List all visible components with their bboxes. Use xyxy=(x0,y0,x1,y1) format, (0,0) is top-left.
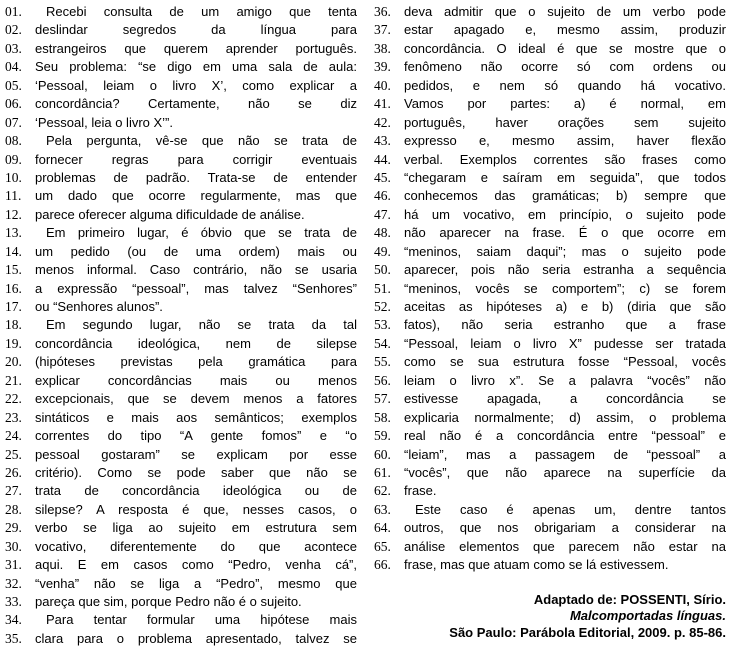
text-line xyxy=(5,132,357,150)
text-column-right xyxy=(374,3,726,648)
text-line xyxy=(5,224,357,242)
line-number: 17. xyxy=(5,299,22,314)
text-line xyxy=(5,280,357,298)
line-number: 11. xyxy=(5,188,22,204)
line-text: (hipóteses previstas pela gramática para xyxy=(35,354,357,370)
line-number: 40. xyxy=(374,77,391,93)
line-text: fatos), não seria estranho que a frase xyxy=(404,317,726,333)
text-line xyxy=(374,77,726,95)
line-text: concordância. O ideal é que se mostre que o xyxy=(404,40,726,56)
citation-publisher: São Paulo: Parábola Editorial, 2009. p. 85-86. xyxy=(449,624,726,640)
text-line xyxy=(5,243,357,261)
line-number: 60. xyxy=(374,446,391,462)
line-text: um dado que ocorre regularmente, mas que xyxy=(35,188,357,204)
line-text: Este caso é apenas um, dentre tantos xyxy=(415,501,726,517)
line-text: como se sua estrutura fosse “Pessoal, vocês xyxy=(404,354,726,370)
line-number: 62. xyxy=(374,483,391,499)
line-number: 21. xyxy=(5,372,22,388)
text-line xyxy=(5,446,357,464)
line-number: 51. xyxy=(374,280,391,296)
line-number: 27. xyxy=(5,483,22,499)
text-line xyxy=(5,390,357,408)
text-line xyxy=(374,298,726,316)
text-line xyxy=(5,630,357,648)
text-line xyxy=(5,501,357,519)
text-line xyxy=(374,187,726,205)
line-text: “meninos, saiam daqui”; mas o sujeito pode xyxy=(404,243,726,259)
text-line xyxy=(5,95,357,113)
line-number: 22. xyxy=(5,391,22,407)
line-number: 16. xyxy=(5,280,22,296)
line-number: 54. xyxy=(374,335,391,351)
line-number: 24. xyxy=(5,428,22,444)
line-number: 44. xyxy=(374,151,391,167)
text-line xyxy=(374,556,726,574)
text-line xyxy=(374,95,726,113)
text-line xyxy=(5,335,357,353)
text-line xyxy=(374,40,726,58)
line-number: 55. xyxy=(374,354,391,370)
text-line xyxy=(5,187,357,205)
text-line xyxy=(374,519,726,537)
line-text: Pela pergunta, vê-se que não se trata de xyxy=(46,133,357,149)
line-text: conhecemos das gramáticas; b) sempre que xyxy=(404,188,726,204)
line-number: 38. xyxy=(374,40,391,56)
text-line xyxy=(5,21,357,39)
text-line xyxy=(374,280,726,298)
text-line xyxy=(374,3,726,21)
line-text: trata de concordância ideológica ou de xyxy=(35,483,357,499)
line-number: 50. xyxy=(374,262,391,278)
line-text: ou “Senhores alunos”. xyxy=(35,299,163,314)
line-number: 08. xyxy=(5,133,22,149)
text-line xyxy=(374,464,726,482)
line-text: pedidos, e nem só quando há vocativo. xyxy=(404,77,726,93)
line-text: critério). Como se pode saber que não se xyxy=(35,464,357,480)
text-line xyxy=(5,427,357,445)
line-text: fornecer regras para corrigir eventuais xyxy=(35,151,357,167)
line-number: 13. xyxy=(5,225,22,241)
text-line xyxy=(374,538,726,556)
text-line xyxy=(5,519,357,537)
line-number: 35. xyxy=(5,630,22,646)
line-text: problemas de padrão. Trata-se de entender xyxy=(35,169,357,185)
line-text: correntes do tipo “A gente fomos” e “o xyxy=(35,428,357,444)
line-text: ‘Pessoal, leia o livro X’”. xyxy=(35,114,173,130)
line-text: Recebi consulta de um amigo que tenta xyxy=(46,4,357,19)
line-number: 66. xyxy=(374,557,391,573)
line-text: “Pessoal, leiam o livro X” pudesse ser tratada xyxy=(404,335,726,351)
line-text: sintáticos e mais aos semânticos; exemplos xyxy=(35,409,357,425)
line-number: 46. xyxy=(374,188,391,204)
line-number: 47. xyxy=(374,206,391,222)
text-line xyxy=(5,464,357,482)
line-number: 52. xyxy=(374,299,391,314)
line-text: clara para o problema apresentado, talvez se xyxy=(35,630,357,646)
text-line xyxy=(374,114,726,132)
line-number: 12. xyxy=(5,206,22,222)
line-number: 45. xyxy=(374,169,391,185)
line-text: fenômeno não ocorre só com ordens ou xyxy=(404,59,726,75)
line-text: menos informal. Caso contrário, não se usaria xyxy=(35,262,357,278)
line-text: “meninos, vocês se comportem”; c) se forem xyxy=(404,280,726,296)
text-line xyxy=(5,114,357,132)
text-line xyxy=(5,151,357,169)
line-text: frase. xyxy=(404,483,437,499)
line-number: 28. xyxy=(5,501,22,517)
line-number: 02. xyxy=(5,22,22,38)
text-line xyxy=(5,538,357,556)
line-text: Seu problema: “se digo em uma sala de aula: xyxy=(35,59,357,75)
text-line xyxy=(374,58,726,76)
line-text: explicaria normalmente; d) assim, o problema xyxy=(404,409,726,425)
line-number: 37. xyxy=(374,22,391,38)
text-line xyxy=(374,169,726,187)
line-number: 58. xyxy=(374,409,391,425)
line-number: 31. xyxy=(5,557,22,573)
line-number: 41. xyxy=(374,96,391,112)
line-number: 18. xyxy=(5,317,22,333)
line-number: 03. xyxy=(5,40,22,56)
line-text: expresso e, mesmo assim, haver flexão xyxy=(404,133,726,149)
line-number: 39. xyxy=(374,59,391,75)
text-line xyxy=(374,446,726,464)
line-number: 04. xyxy=(5,59,22,75)
line-text: frase, mas que atuam como se lá estivessem. xyxy=(404,557,669,573)
line-text: outros, que nos obrigariam a considerar na xyxy=(404,520,726,536)
line-number: 48. xyxy=(374,225,391,241)
line-number: 09. xyxy=(5,151,22,167)
text-line xyxy=(374,372,726,390)
line-number: 20. xyxy=(5,354,22,370)
line-text: concordância? Certamente, não se diz xyxy=(35,96,357,112)
text-line xyxy=(374,261,726,279)
text-line xyxy=(5,169,357,187)
text-line xyxy=(5,316,357,334)
text-line xyxy=(5,40,357,58)
line-text: estrangeiros que querem aprender português. xyxy=(35,40,357,56)
text-line xyxy=(5,482,357,500)
line-text: ‘Pessoal, leiam o livro X’, como explicar a xyxy=(35,77,357,93)
line-text: português, haver orações sem sujeito xyxy=(404,114,726,130)
line-text: silepse? A resposta é que, nesses casos, o xyxy=(35,501,357,517)
line-number: 57. xyxy=(374,391,391,407)
line-number: 10. xyxy=(5,169,22,185)
text-line xyxy=(374,206,726,224)
line-text: um pedido (ou de uma ordem) mais ou xyxy=(35,243,357,259)
line-text: explicar concordâncias mais ou menos xyxy=(35,372,357,388)
line-number: 15. xyxy=(5,262,22,278)
line-number: 53. xyxy=(374,317,391,333)
text-line xyxy=(374,335,726,353)
line-number: 33. xyxy=(5,594,22,609)
text-line xyxy=(374,501,726,519)
line-text: excepcionais, que se devem menos a fatores xyxy=(35,391,357,407)
line-text: aqui. E em casos como “Pedro, venha cá”, xyxy=(35,557,357,573)
line-text: deva admitir que o sujeito de um verbo pode xyxy=(404,4,726,19)
line-text: “venha” não se liga a “Pedro”, mesmo que xyxy=(35,575,357,591)
line-text: parece oferecer alguma dificuldade de análise. xyxy=(35,206,305,222)
line-number: 07. xyxy=(5,114,22,130)
line-text: “leiam”, mas a passagem de “pessoal” a xyxy=(404,446,726,462)
line-text: verbal. Exemplos correntes são frases como xyxy=(404,151,726,167)
text-line xyxy=(5,372,357,390)
line-number: 30. xyxy=(5,538,22,554)
line-text: deslindar segredos da língua para xyxy=(35,22,357,38)
text-line xyxy=(5,3,357,21)
line-text: Vamos por partes: a) é normal, em xyxy=(404,96,726,112)
line-text: a expressão “pessoal”, mas talvez “Senhores” xyxy=(35,280,357,296)
text-line xyxy=(5,298,357,316)
text-line xyxy=(374,224,726,242)
line-number: 23. xyxy=(5,409,22,425)
text-line xyxy=(5,611,357,629)
text-column-left xyxy=(5,3,357,648)
line-number: 29. xyxy=(5,520,22,536)
line-number: 56. xyxy=(374,372,391,388)
line-text: não aparecer na frase. É o que ocorre em xyxy=(404,225,726,241)
line-text: pessoal gostaram” se explicam por esse xyxy=(35,446,357,462)
text-line xyxy=(374,151,726,169)
citation-author: Adaptado de: POSSENTI, Sírio. xyxy=(533,591,726,607)
text-line xyxy=(5,58,357,76)
line-number: 63. xyxy=(374,501,391,517)
line-number: 59. xyxy=(374,428,391,444)
text-line xyxy=(374,409,726,427)
line-number: 43. xyxy=(374,133,391,149)
line-number: 64. xyxy=(374,520,391,536)
line-text: concordância ideológica, nem de silepse xyxy=(35,335,357,351)
line-number: 01. xyxy=(5,4,22,19)
line-text: Em primeiro lugar, é óbvio que se trata de xyxy=(46,225,357,241)
line-text: verbo se liga ao sujeito em estrutura sem xyxy=(35,520,357,536)
line-number: 34. xyxy=(5,612,22,628)
line-number: 42. xyxy=(374,114,391,130)
line-text: Em segundo lugar, não se trata da tal xyxy=(46,317,357,333)
text-line xyxy=(374,243,726,261)
text-line xyxy=(5,575,357,593)
line-text: há um vocativo, em princípio, o sujeito pode xyxy=(404,206,726,222)
text-line xyxy=(374,353,726,371)
line-number: 26. xyxy=(5,464,22,480)
line-text: estar apagado e, mesmo assim, produzir xyxy=(404,22,726,38)
text-line xyxy=(374,21,726,39)
line-number: 14. xyxy=(5,243,22,259)
line-number: 25. xyxy=(5,446,22,462)
text-line xyxy=(5,206,357,224)
line-text: estivesse apagada, a concordância se xyxy=(404,391,726,407)
line-number: 19. xyxy=(5,335,22,351)
citation-title: Malcomportadas línguas. xyxy=(569,608,726,624)
line-text: “vocês”, que não aparece na superfície da xyxy=(404,464,726,480)
text-line xyxy=(374,132,726,150)
text-line xyxy=(5,409,357,427)
text-line xyxy=(374,390,726,408)
text-line xyxy=(374,427,726,445)
line-number: 06. xyxy=(5,96,22,112)
line-text: análise elementos que parecem não estar na xyxy=(404,538,726,554)
line-number: 32. xyxy=(5,575,22,591)
line-text: aparecer, pois não seria estranha a sequência xyxy=(404,262,726,278)
text-line xyxy=(5,261,357,279)
line-text: real não é a concordância entre “pessoal” e xyxy=(404,428,726,444)
line-text: “chegaram e saíram em seguida”, que todos xyxy=(404,169,726,185)
text-line xyxy=(5,556,357,574)
line-text: Para tentar formular uma hipótese mais xyxy=(46,612,357,628)
line-number: 65. xyxy=(374,538,391,554)
line-text: vocativo, diferentemente do que acontece xyxy=(35,538,357,554)
text-line xyxy=(374,316,726,334)
line-text: leiam o livro x”. Se a palavra “vocês” não xyxy=(404,372,726,388)
source-citation xyxy=(374,592,726,642)
text-line xyxy=(5,353,357,371)
line-number: 36. xyxy=(374,4,391,19)
line-number: 05. xyxy=(5,77,22,93)
line-number: 49. xyxy=(374,243,391,259)
text-line xyxy=(5,77,357,95)
line-text: aceitas as hipóteses a) e b) (diria que são xyxy=(404,299,726,314)
line-number: 61. xyxy=(374,464,391,480)
text-line xyxy=(5,593,357,611)
line-text: pareça que sim, porque Pedro não é o sujeito. xyxy=(35,594,302,609)
text-line xyxy=(374,482,726,500)
